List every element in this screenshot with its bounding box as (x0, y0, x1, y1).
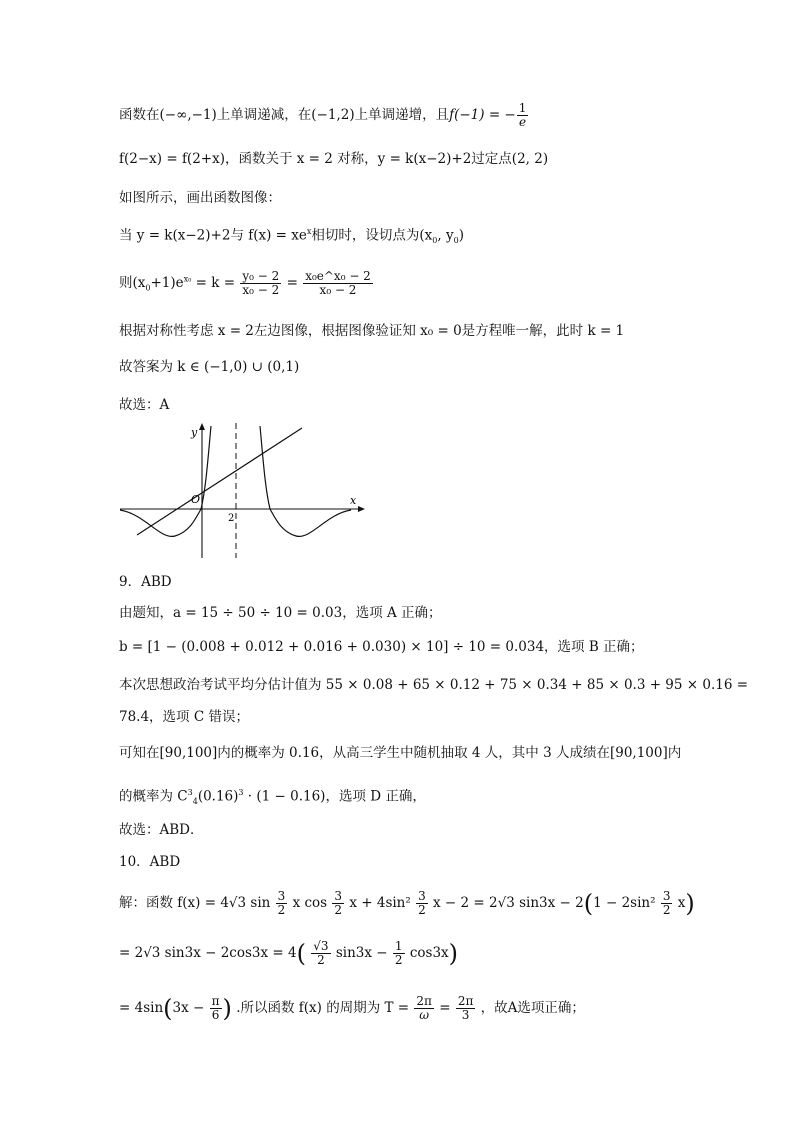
sol8-line5: 则$(x_0+1)e^{x_0} = k$ = $\frac{\text{y₀ − 2}}{\text{x₀ − 2}}$ = $\frac{\text{x₀e\textasciicircum{}x₀ − 2}}{\text{x₀ − 2}}$ (119, 269, 371, 297)
sol9-line7: 故选：ABD． (119, 822, 204, 838)
sol8-line4: 当 y = k(x−2)+2与 $f(x) = xe^x$相切时，设切点为($x_0$, $y_0$) (119, 227, 464, 246)
sol8-line2: f(2−x) = f(2+x)，函数关于 x = 2 对称，y = k(x−2)+2过定点(2, 2) (119, 151, 549, 167)
origin-label: O (191, 493, 201, 506)
sol8-line3: 如图所示，画出函数图像： (119, 190, 281, 206)
y-axis-label: y (191, 426, 198, 439)
x-axis-label: x (350, 494, 357, 507)
sol8-fraction-2: $\frac{\text{x₀e\textasciicircum{}x₀ − 2}}{\text{x₀ − 2}}$ (305, 269, 371, 297)
sol9-line4: 78.4，选项 C 错误； (119, 709, 249, 725)
sol8-line1-math: f(−1) = − (449, 107, 516, 123)
sol8-line6: 根据对称性考虑 x = 2左边图像，根据图像验证知 x₀ = 0是方程唯一解，此时 k = 1 (119, 323, 625, 339)
sol8-line1-fraction: $\frac{1}{e}$ (518, 101, 527, 129)
sol9-heading: 9．ABD (119, 574, 172, 590)
sol10-line1: 解：函数 f(x) = 4√3 sin $\frac{3}{2}$ x cos $\frac{3}{2}$ x + 4sin² $\frac{3}{2}$ x − 2 = 2√3 sin3x − 2(1 − 2sin² $\frac{3}{2}$ x) (119, 889, 695, 918)
tangent-line (137, 428, 302, 535)
tick-label-2: 2 (228, 513, 235, 524)
y-axis-arrow (199, 423, 205, 430)
sol8-line1 (119, 102, 529, 129)
sol8-line8: 故选：A (119, 397, 170, 413)
sol8-line1-text: 函数在(−∞,−1)上单调递减，在(−1,2)上单调递增，且 (119, 107, 450, 123)
sol9-line3: 本次思想政治考试平均分估计值为 55 × 0.08 + 65 × 0.12 + 75 × 0.34 + 85 × 0.3 + 95 × 0.16 = (119, 677, 749, 693)
sol9-line6: 的概率为 $C^3_4(0.16)^3 \cdot (1 - 0.16)$，选项 D 正确， (119, 788, 426, 807)
x-axis-arrow (358, 506, 365, 512)
left-curve (120, 426, 211, 536)
sol10-line3: = 4sin(3x − $\frac{\pi}{6}$ ) .所以函数 f(x) 的周期为 T = $\frac{2\pi}{\omega}$ = $\frac{2\pi}{3}$ ，故A选项正确； (119, 994, 585, 1023)
sol9-line2: b = [1 − (0.008 + 0.012 + 0.016 + 0.030) × 10] ÷ 10 = 0.034，选项 B 正确； (119, 639, 644, 655)
sol10-line2: = 2√3 sin3x − 2cos3x = 4( $\frac{√3}{2}$ sin3x − $\frac{1}{2}$ cos3x) (119, 939, 459, 968)
right-curve (260, 426, 351, 536)
sol8-fraction-1: $\frac{\text{y₀ − 2}}{\text{x₀ − 2}}$ (242, 269, 280, 297)
sol9-line5: 可知在[90,100]内的概率为 0.16，从高三学生中随机抽取 4 人，其中 3 人成绩在[90,100]内 (119, 745, 682, 761)
function-graph (115, 418, 375, 563)
sol8-line7: 故答案为 k ∈ (−1,0) ∪ (0,1) (119, 359, 300, 375)
sol9-line1: 由题知，a = 15 ÷ 50 ÷ 10 = 0.03，选项 A 正确； (119, 605, 442, 621)
sol10-heading: 10．ABD (119, 854, 181, 870)
